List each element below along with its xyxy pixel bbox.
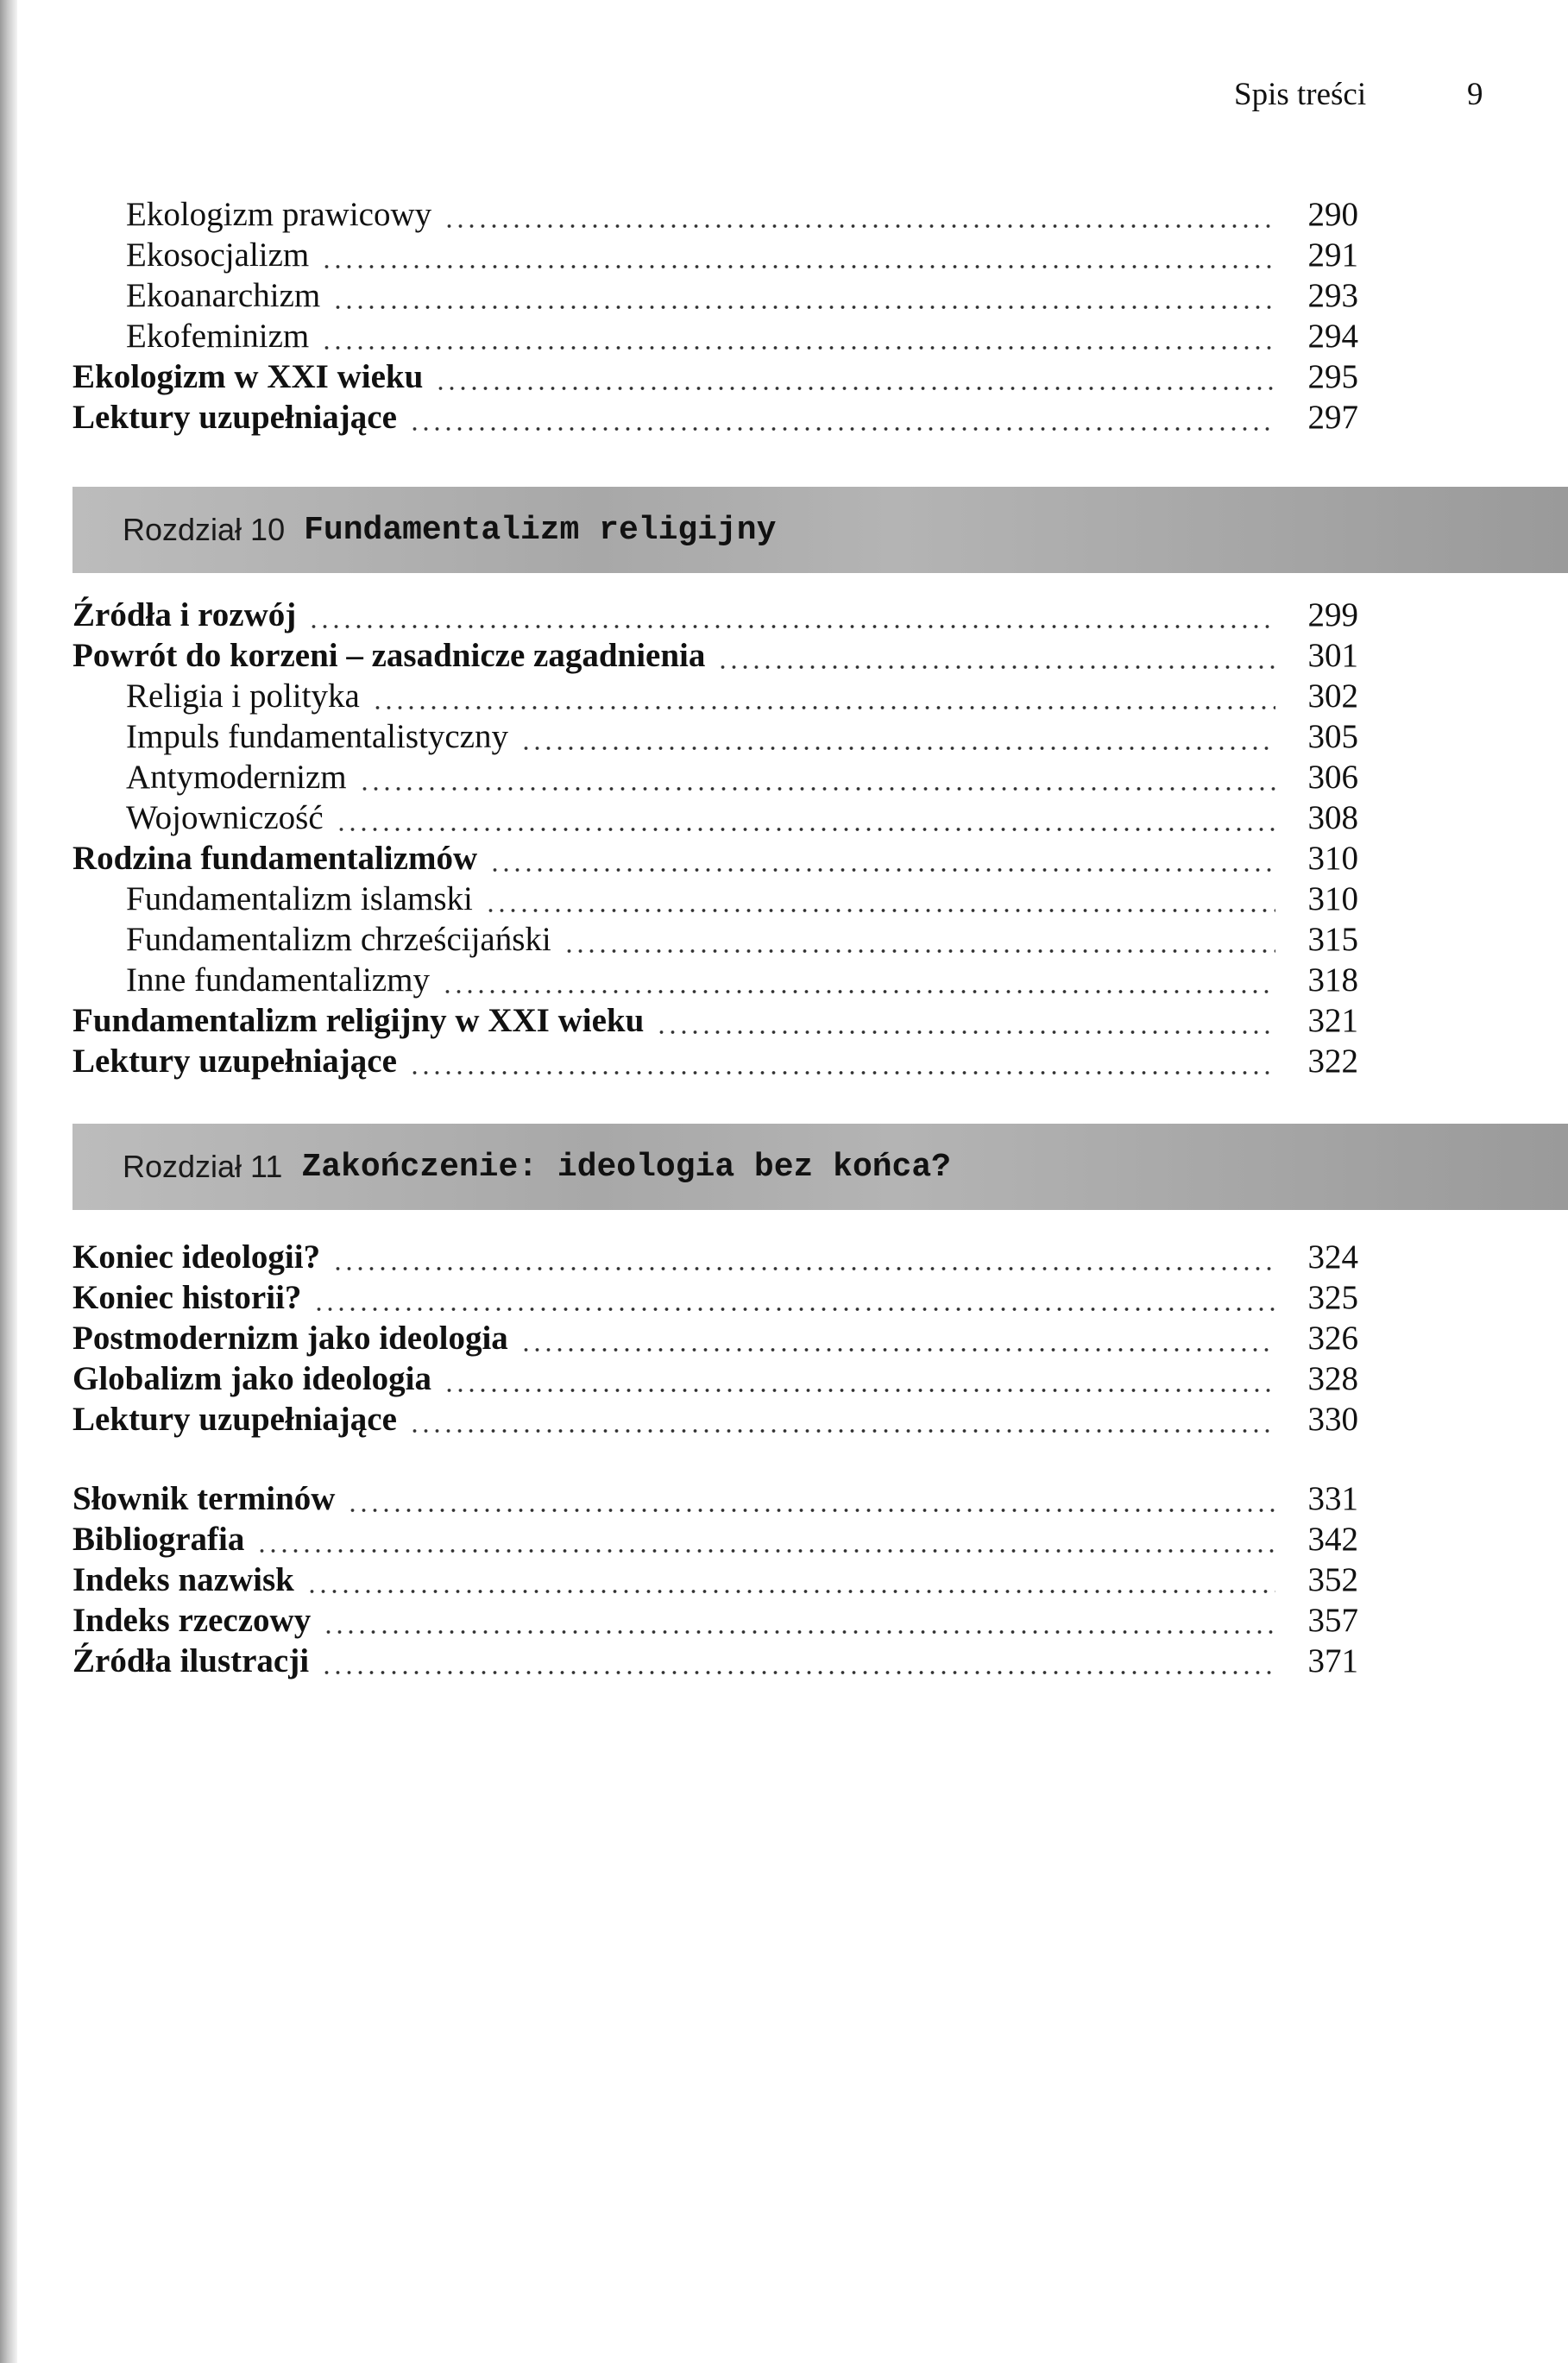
dot-leader	[359, 758, 1275, 797]
toc-entry[interactable]	[72, 839, 1358, 879]
toc-entry-title: Antymodernizm	[126, 759, 347, 796]
dot-leader	[520, 1319, 1275, 1358]
toc-entry-page: 321	[1307, 1002, 1358, 1039]
dot-leader	[409, 1042, 1275, 1081]
toc-entry-title: Fundamentalizm chrześcijański	[126, 921, 551, 958]
toc-entry[interactable]	[72, 357, 1358, 397]
toc-entry-title: Lektury uzupełniające	[72, 1401, 397, 1438]
dot-leader	[717, 636, 1275, 676]
toc-entry[interactable]	[126, 758, 1358, 797]
dot-leader	[308, 595, 1275, 635]
toc-entry-page: 318	[1307, 961, 1358, 999]
toc-entry[interactable]	[72, 1238, 1358, 1277]
page-number: 9	[1467, 77, 1483, 112]
toc-entry-page: 301	[1307, 637, 1358, 674]
toc-entry-page: 331	[1307, 1480, 1358, 1517]
dot-leader	[321, 236, 1275, 275]
toc-entry-title: Ekologizm prawicowy	[126, 196, 432, 233]
toc-entry-title: Lektury uzupełniające	[72, 399, 397, 436]
dot-leader	[372, 677, 1275, 716]
dot-leader	[306, 1560, 1275, 1600]
toc-entry[interactable]	[72, 595, 1358, 635]
toc-entry-title: Ekosocjalizm	[126, 236, 310, 274]
toc-entry[interactable]	[72, 1001, 1358, 1041]
toc-entry-title: Indeks nazwisk	[72, 1561, 294, 1598]
dot-leader	[409, 1400, 1275, 1440]
dot-leader	[564, 920, 1275, 960]
toc-entry[interactable]	[126, 961, 1358, 1000]
chapter-10-heading[interactable]	[72, 487, 1568, 573]
chapter-number: Rozdział 10	[123, 512, 286, 547]
toc-entry-page: 302	[1307, 677, 1358, 715]
toc-entry-page: 352	[1307, 1561, 1358, 1598]
toc-entry-title: Źródła i rozwój	[72, 596, 297, 633]
toc-entry[interactable]	[126, 677, 1358, 716]
book-spine-shadow	[0, 0, 17, 2363]
toc-entry[interactable]	[72, 1520, 1358, 1560]
toc-entry[interactable]	[72, 1479, 1358, 1519]
dot-leader	[332, 276, 1275, 316]
toc-entry-page: 326	[1307, 1320, 1358, 1357]
toc-entry[interactable]	[126, 920, 1358, 960]
toc-entry-title: Koniec historii?	[72, 1279, 302, 1316]
toc-entry-page: 297	[1307, 399, 1358, 436]
chapter-title: Zakończenie: ideologia bez końca?	[301, 1148, 951, 1186]
toc-entry-page: 328	[1307, 1360, 1358, 1397]
toc-entry[interactable]	[72, 636, 1358, 676]
toc-entry-page: 305	[1307, 718, 1358, 755]
toc-entry[interactable]	[72, 1560, 1358, 1600]
chapter-title: Fundamentalizm religijny	[304, 511, 777, 549]
toc-entry-title: Impuls fundamentalistyczny	[126, 718, 508, 755]
running-header	[0, 76, 1568, 114]
dot-leader	[323, 1601, 1275, 1641]
toc-entry[interactable]	[72, 398, 1358, 438]
toc-entry[interactable]	[72, 1400, 1358, 1440]
dot-leader	[347, 1479, 1275, 1519]
dot-leader	[444, 195, 1275, 235]
toc-entry-page: 322	[1307, 1043, 1358, 1080]
toc-entry-title: Ekofeminizm	[126, 318, 310, 355]
toc-entry[interactable]	[126, 317, 1358, 356]
toc-entry-title: Ekoanarchizm	[126, 277, 321, 314]
toc-entry-title: Inne fundamentalizmy	[126, 961, 430, 999]
toc-entry-page: 315	[1307, 921, 1358, 958]
dot-leader	[321, 1641, 1275, 1681]
toc-entry-page: 290	[1307, 196, 1358, 233]
dot-leader	[256, 1520, 1275, 1560]
chapter-11-heading[interactable]	[72, 1124, 1568, 1210]
toc-entry[interactable]	[126, 879, 1358, 919]
toc-entry-title: Bibliografia	[72, 1521, 245, 1558]
dot-leader	[313, 1278, 1275, 1318]
toc-entry-page: 371	[1307, 1642, 1358, 1679]
toc-entry-page: 342	[1307, 1521, 1358, 1558]
dot-leader	[656, 1001, 1275, 1041]
toc-entry-title: Rodzina fundamentalizmów	[72, 840, 478, 877]
chapter-number: Rozdział 11	[123, 1149, 283, 1184]
toc-entry[interactable]	[72, 1601, 1358, 1641]
toc-entry-title: Fundamentalizm islamski	[126, 880, 473, 917]
dot-leader	[444, 1359, 1275, 1399]
toc-entry[interactable]	[72, 1359, 1358, 1399]
toc-entry-page: 324	[1307, 1238, 1358, 1276]
toc-entry[interactable]	[126, 717, 1358, 757]
toc-entry-title: Ekologizm w XXI wieku	[72, 358, 424, 395]
toc-entry[interactable]	[126, 236, 1358, 275]
toc-entry[interactable]	[72, 1042, 1358, 1081]
toc-entry[interactable]	[72, 1641, 1358, 1681]
toc-entry-page: 291	[1307, 236, 1358, 274]
toc-entry-page: 357	[1307, 1602, 1358, 1639]
dot-leader	[485, 879, 1275, 919]
toc-entry-title: Indeks rzeczowy	[72, 1602, 312, 1639]
toc-entry-title: Koniec ideologii?	[72, 1238, 321, 1276]
toc-entry-title: Źródła ilustracji	[72, 1642, 310, 1679]
toc-entry-title: Lektury uzupełniające	[72, 1043, 397, 1080]
toc-entry-page: 325	[1307, 1279, 1358, 1316]
toc-entry-title: Wojowniczość	[126, 799, 324, 836]
toc-entry-title: Powrót do korzeni – zasadnicze zagadnienia	[72, 637, 706, 674]
toc-entry-page: 294	[1307, 318, 1358, 355]
toc-entry-title: Słownik terminów	[72, 1480, 336, 1517]
toc-entry-page: 306	[1307, 759, 1358, 796]
toc-entry-page: 310	[1307, 840, 1358, 877]
dot-leader	[336, 798, 1275, 838]
dot-leader	[332, 1238, 1275, 1277]
toc-entry-page: 295	[1307, 358, 1358, 395]
toc-entry-title: Globalizm jako ideologia	[72, 1360, 432, 1397]
dot-leader	[520, 717, 1275, 757]
toc-entry-title: Fundamentalizm religijny w XXI wieku	[72, 1002, 645, 1039]
toc-entry-page: 299	[1307, 596, 1358, 633]
toc-entry[interactable]	[126, 195, 1358, 235]
toc-entry[interactable]	[72, 1278, 1358, 1318]
toc-entry[interactable]	[72, 1319, 1358, 1358]
toc-entry-title: Postmodernizm jako ideologia	[72, 1320, 508, 1357]
toc-entry-page: 330	[1307, 1401, 1358, 1438]
toc-entry-page: 293	[1307, 277, 1358, 314]
toc-entry-page: 310	[1307, 880, 1358, 917]
dot-leader	[321, 317, 1275, 356]
toc-entry[interactable]	[126, 798, 1358, 838]
dot-leader	[409, 398, 1275, 438]
toc-entry[interactable]	[126, 276, 1358, 316]
toc-entry-page: 308	[1307, 799, 1358, 836]
dot-leader	[489, 839, 1275, 879]
dot-leader	[435, 357, 1275, 397]
running-title: Spis treści	[1234, 77, 1367, 112]
dot-leader	[442, 961, 1275, 1000]
toc-entry-title: Religia i polityka	[126, 677, 360, 715]
